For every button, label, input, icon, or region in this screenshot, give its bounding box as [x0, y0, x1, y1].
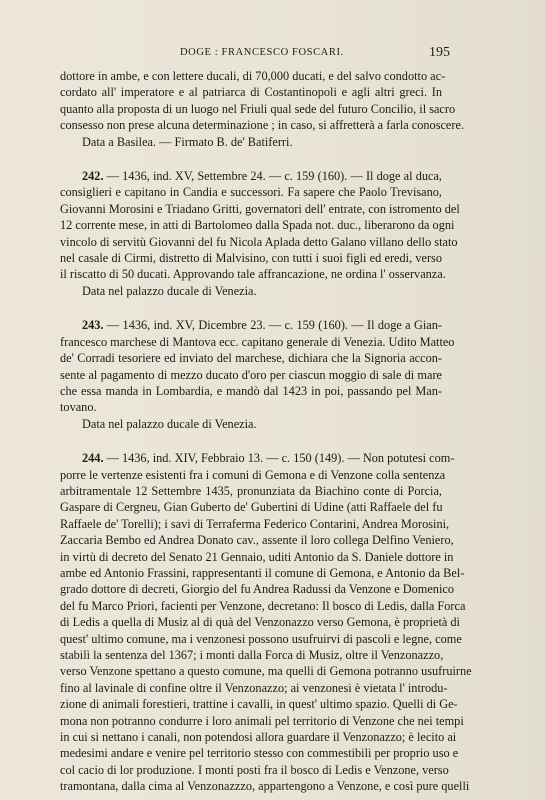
text-line: [60, 168, 442, 184]
text-line: ambe ed Antonio Frassini, rappresentanti il comune di Gemona, e Antonio da Bel-: [60, 565, 465, 580]
text-line: dottore in ambe, e con lettere ducali, di 70,000 ducati, e del salvo condotto ac-: [60, 69, 446, 83]
text-line: stabilì la sentenza del 1367; i monti dalla Forca di Musiz, oltre il Venzonazzo,: [60, 648, 444, 662]
text-line: Raffaele de' Torelli); i savi di Terraferma Federico Contarini, Andrea Morosini,: [60, 516, 450, 531]
text-line: di Ledis a quella di Musiz al di quà del Venzonazzo verso Gemona, è proprietà di: [60, 615, 460, 630]
text-line: vincolo di servitù Giovanni del fu Nicola Aplada detto Galano villano dello stato: [60, 234, 458, 249]
dating-note: Data a Basilea. — Firmato B. de' Batiferri.: [82, 134, 293, 149]
text-line: quest' ultimo comune, ma i venzonesi possono usufruirvi di pascoli e legne, come: [60, 631, 462, 646]
entry-number: 244.: [82, 451, 104, 466]
text-line: [60, 450, 455, 466]
text-line: grado dottore di decreti, Giorgio del fu Andrea Radussi da Venzone e Domenico: [60, 582, 454, 597]
text-line: Zaccaria Bembo ed Andrea Donato cav., assente il loro collega Delfino Veniero,: [60, 533, 454, 548]
entry-242: [60, 168, 460, 299]
entry-heading-text: — 1436, ind. XIV, Febbraio 13. — c. 150 (149). — Non potutesi com-: [103, 451, 455, 466]
text-line: verso Venzone spettano a questo comune, ma quelli di Gemona potranno usufruirne: [60, 664, 472, 679]
entry-heading-text: — 1436, ind. XV, Settembre 24. — c. 159 (160). — Il doge al duca,: [103, 169, 442, 184]
text-line: [60, 317, 442, 333]
text-line: quanto alla proposta di un luogo nel Friuli qual sede del futuro Concilio, il sacro: [60, 101, 456, 116]
text-line: zione di animali forestieri, trattine i cavalli, in quest' ultimo spazio. Quelli di Ge-: [60, 697, 458, 712]
text-line: arbitramentale 12 Settembre 1435, pronunziata da Biachino conte di Porcia,: [60, 483, 442, 498]
entry-heading-text: — 1436, ind. XV, Dicembre 23. — c. 159 (160). — Il doge a Gian-: [103, 318, 442, 333]
entry-244: [60, 450, 472, 795]
text-line: tovano.: [60, 400, 97, 415]
text-line: Gaspare di Cergneu, Gian Guberto de' Gubertini di Udine (atti Raffaele del fu: [60, 500, 443, 515]
entry-243: [60, 317, 455, 432]
text-line: che essa manda in Lombardia, e mandò dal 1423 in poi, passando pel Man-: [60, 383, 442, 398]
text-line: col cacio di lor produzione. I monti posti fra il bosco di Ledis e Venzone, verso: [60, 762, 449, 777]
entry-number: 243.: [82, 318, 104, 333]
text-line: il riscatto di 50 ducati. Approvando tale affrancazione, ne ordina l' osservanza.: [60, 267, 446, 282]
text-line: Giovanni Morosini e Triadano Gritti, governatori dell' entrate, con istromento del: [60, 201, 460, 216]
text-line: in virtù di decreto del Senato 21 Gennaio, uditi Antonio da S. Daniele dottore in: [60, 549, 454, 564]
running-head: [60, 45, 450, 63]
body-text: [60, 68, 472, 795]
text-line: tramontana, dalla cima al Venzonazzzo, appartengono a Venzone, e così pure quelli: [60, 779, 470, 794]
text-line: in cui si nettano i canali, non potendosi allora guardare il Venzonazzo; è lecito ai: [60, 730, 457, 745]
text-line: consiglieri e capitano in Candia e successori. Fa sapere che Paolo Trevisano,: [60, 185, 442, 200]
text-line: fino al lavinale di confine oltre il Venzonazzo; ai venzonesi è vietata l' introdu-: [60, 680, 448, 695]
text-line: de' Corradi tesoriere ed inviato del marchese, dichiara che la Signoria accon-: [60, 351, 442, 366]
text-line: 12 corrente mese, in atti di Bartolomeo dalla Spada not. duc., liberarono da ogni: [60, 218, 455, 233]
text-line: consesso non prese alcuna determinazione ; in caso, si affretterà a farla conoscere.: [60, 118, 465, 133]
dating-note: Data nel palazzo ducale di Venezia.: [82, 416, 257, 431]
intro-paragraph: [60, 68, 465, 150]
text-line: sente al pagamento di mezzo ducato d'oro per ciascun moggio di sale di mare: [60, 367, 442, 382]
running-title: DOGE : FRANCESCO FOSCARI.: [180, 47, 344, 58]
entry-number: 242.: [82, 169, 104, 184]
text-line: francesco marchese di Mantova ecc. capitano generale di Venezia. Udito Matteo: [60, 334, 455, 349]
dating-note: Data nel palazzo ducale di Venezia.: [82, 283, 257, 298]
text-line: medesimi andare e venire pel territorio stesso con commestibili per proprio uso e: [60, 746, 459, 761]
page-number: 195: [429, 45, 450, 60]
text-line: porre le vertenze esistenti fra i comuni di Gemona e di Venzone colla sentenza: [60, 467, 446, 482]
text-line: del fu Marco Priori, facienti per Venzone, decretano: Il bosco di Ledis, dalla Forca: [60, 598, 466, 613]
text-line: nel casale di Cirmi, distretto di Malvisino, con tutti i suoi figli ed eredi, verso: [60, 251, 442, 266]
text-line: mona non potranno condurre i loro animali pel territorio di Venzone che nei tempi: [60, 713, 464, 728]
text-line: cordato all' imperatore e al patriarca di Costantinopoli e agli altri greci. In: [60, 85, 442, 100]
